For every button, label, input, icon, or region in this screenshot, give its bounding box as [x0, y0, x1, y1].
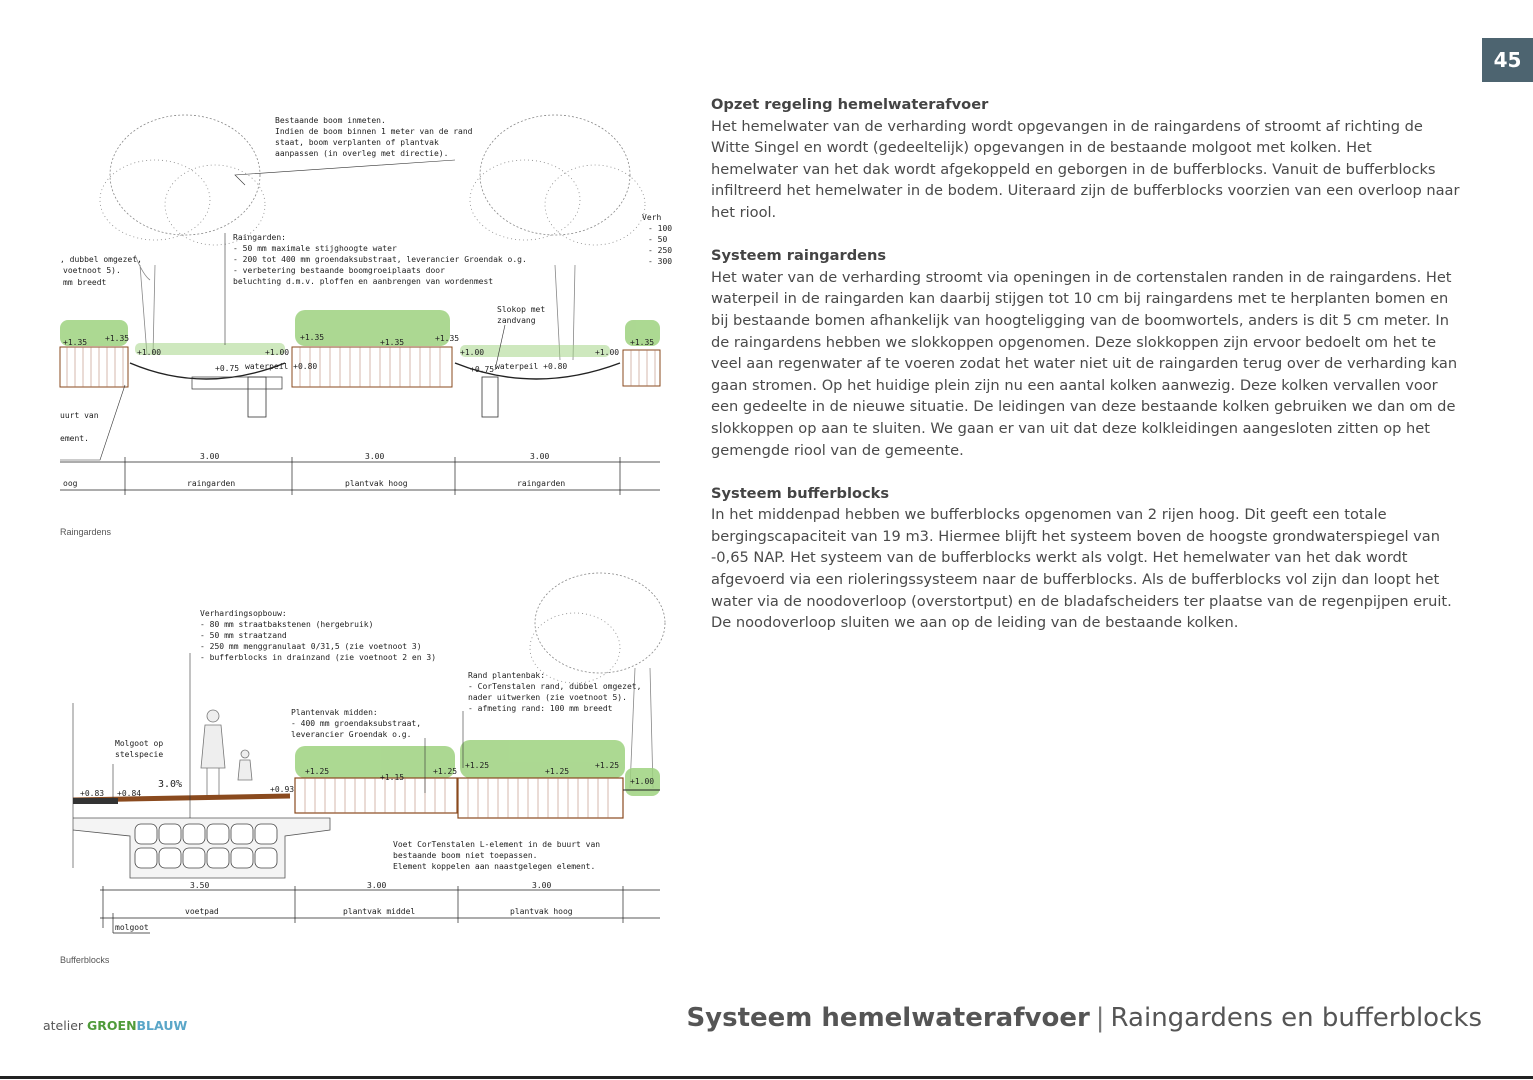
- zone-label: voetpad: [185, 907, 219, 916]
- voet-note-line1: Voet CorTenstalen L-element in de buurt van: [393, 840, 601, 849]
- plantenvak-note-line2: - 400 mm groendaksubstraat,: [291, 719, 422, 728]
- raingarden-note-line3: - 200 tot 400 mm groendaksubstraat, leverancier Groendak o.g.: [233, 255, 527, 264]
- body-text-column: [711, 94, 1461, 655]
- person-figures-icon: [201, 710, 252, 796]
- level-marker: +1.00: [595, 348, 620, 357]
- level-marker: +1.25: [433, 767, 458, 776]
- zone-label: plantvak hoog: [510, 907, 573, 916]
- footer-title-strong: Systeem hemelwaterafvoer: [686, 1003, 1090, 1033]
- section-body-raingardens: Het water van de verharding stroomt via openingen in de cortenstalen randen in de raingardens. Het waterpeil in de raingarden kan daarbij stijgen tot 10 cm bij raingardens met te herplanten bomen en bij bestaande bomen afhankelijk van hoogteligging van de boomwortels, anders is dit 5 cm meter. In de raingardens hebben we slokkoppen opgenomen. Deze slokkoppen zijn ervoor bedoelt om het te veel aan regenwater af te voeren zodat het water niet uit de raingarden terug over de verharding kan gaan stromen. Op het huidige plein zijn nu een aantal kolken aanwezig. Deze kolken vervallen voor een gedeelte in de nieuwe situatie. De leidingen van deze bestaande kolken gebruiken we dan om de slokkoppen op aan te sluiten. We gaan er van uit dat deze kolkleidingen aangesloten zitten op het gemengde riool van de gemeente.: [711, 268, 1458, 459]
- section-heading-bufferblocks: Systeem bufferblocks: [711, 484, 890, 502]
- bottom-rule: [0, 1076, 1533, 1079]
- level-marker: +1.35: [63, 338, 88, 347]
- zone-label: plantvak hoog: [345, 479, 408, 488]
- section-heading-opzet: Opzet regeling hemelwaterafvoer: [711, 96, 989, 113]
- level-marker: +1.35: [105, 334, 130, 343]
- rand-note-line3: nader uitwerken (zie voetnoot 5).: [468, 693, 627, 702]
- level-marker: +1.25: [545, 767, 570, 776]
- level-marker: +1.35: [380, 338, 405, 347]
- slokop-note-line2: zandvang: [497, 316, 536, 325]
- footer-separator: |: [1095, 1003, 1105, 1033]
- bufferblocks-caption: Bufferblocks: [60, 955, 110, 965]
- molgoot-note-line2: stelspecie: [115, 750, 164, 759]
- level-marker: +0.75: [215, 364, 240, 373]
- dimension-label: 3.00: [530, 452, 550, 461]
- verharding-note-line1: Verhardingsopbouw:: [200, 609, 287, 618]
- footer-title-rest: Raingardens en bufferblocks: [1110, 1003, 1482, 1033]
- level-marker: +0.75: [470, 365, 495, 374]
- level-marker: +1.00: [460, 348, 485, 357]
- level-marker: +1.25: [465, 761, 490, 770]
- voet-note-line3: Element koppelen aan naastgelegen element.: [393, 862, 596, 871]
- raingarden-note-line4: - verbetering bestaande boomgroeiplaats door: [233, 266, 445, 275]
- molgoot-label: molgoot: [115, 923, 149, 932]
- tree-note-line2: Indien de boom binnen 1 meter van de rand: [275, 127, 473, 136]
- level-marker: +1.25: [595, 761, 620, 770]
- bufferblocks-section-drawing: [55, 568, 665, 948]
- level-marker: +0.93: [270, 785, 295, 794]
- level-marker: +1.25: [305, 767, 330, 776]
- left-note-line2: voetnoot 5).: [63, 266, 121, 275]
- verharding-note-line5: - bufferblocks in drainzand (zie voetnoot 2 en 3): [200, 653, 437, 662]
- zone-label: oog: [63, 479, 78, 488]
- dimension-label: 3.00: [367, 881, 387, 890]
- raingarden-note-line5: beluchting d.m.v. ploffen en aanbrengen van wordenmest: [233, 277, 494, 286]
- raingarden-note-line1: Raingarden:: [233, 233, 286, 242]
- bottom-note-line1: uurt van: [60, 411, 99, 420]
- page-number-badge: 45: [1482, 38, 1533, 82]
- plantenvak-note-line3: leverancier Groendak o.g.: [291, 730, 412, 739]
- dimension-label: 3.00: [532, 881, 552, 890]
- right-note-line3: - 50: [648, 235, 668, 244]
- dimension-label: 3.00: [365, 452, 385, 461]
- waterlevel-marker: waterpeil +0.80: [495, 362, 568, 371]
- bottom-note-line2: ement.: [60, 434, 89, 443]
- level-marker: +1.15: [380, 773, 405, 782]
- verharding-note-line3: - 50 mm straatzand: [200, 631, 287, 640]
- dimension-label: 3.50: [190, 881, 210, 890]
- voet-note-line2: bestaande boom niet toepassen.: [393, 851, 538, 860]
- zone-label: raingarden: [517, 479, 566, 488]
- verharding-note-line4: - 250 mm menggranulaat 0/31,5 (zie voetnoot 3): [200, 642, 422, 651]
- brand-blue: BLAUW: [136, 1018, 188, 1033]
- tree-note-line3: staat, boom verplanten of plantvak: [275, 138, 439, 147]
- level-marker: +0.84: [117, 789, 142, 798]
- raingardens-caption: Raingardens: [60, 527, 112, 537]
- brand-prefix: atelier: [43, 1018, 84, 1033]
- level-marker: +1.00: [630, 777, 655, 786]
- planter-boxes: [295, 778, 623, 818]
- plantenvak-note-line1: Plantenvak midden:: [291, 708, 378, 717]
- right-note-line4: - 250: [648, 246, 673, 255]
- level-marker: +1.00: [265, 348, 290, 357]
- right-note-line2: - 100: [648, 224, 673, 233]
- section-body-bufferblocks: In het middenpad hebben we bufferblocks opgenomen van 2 rijen hoog. Dit geeft een totale bergingscapaciteit van 19 m3. Hiermee blijft het systeem boven de hoogste grondwaterspiegel van -0,65 NAP. Het systeem van de bufferblocks werkt als volgt. Het hemelwater van het dak wordt afgevoerd via een rioleringssysteem naar de bufferblocks. Als de bufferblocks vol zijn dan loopt het water via de noodoverloop (overstortput) en de bladafscheiders ter plaatse van de regenpijpen eruit. De noodoverloop sluiten we aan op de leiding van de bestaande kolken.: [711, 506, 1452, 632]
- rand-note-line4: - afmeting rand: 100 mm breedt: [468, 704, 613, 713]
- page-footer-title: [686, 1003, 1482, 1033]
- rand-note-line1: Rand plantenbak:: [468, 671, 546, 680]
- verharding-note-line2: - 80 mm straatbakstenen (hergebruik): [200, 620, 374, 629]
- waterlevel-marker: waterpeil +0.80: [245, 362, 318, 371]
- left-note-line3: mm breedt: [63, 278, 107, 287]
- level-marker: +1.35: [630, 338, 655, 347]
- tree-note-line4: aanpassen (in overleg met directie).: [275, 149, 449, 158]
- slokop-note-line1: Slokop met: [497, 305, 546, 314]
- right-note-line5: - 300: [648, 257, 673, 266]
- rand-note-line2: - CorTenstalen rand, dubbel omgezet,: [468, 682, 642, 691]
- raingardens-section-drawing: [55, 105, 673, 505]
- level-marker: +1.35: [300, 333, 325, 342]
- level-marker: +1.35: [435, 334, 460, 343]
- level-marker: +1.00: [137, 348, 162, 357]
- raingarden-note-line2: - 50 mm maximale stijghoogte water: [233, 244, 397, 253]
- dimension-label: 3.00: [200, 452, 220, 461]
- brand-green: GROEN: [87, 1018, 137, 1033]
- level-marker: +0.83: [80, 789, 105, 798]
- tree-note-line1: Bestaande boom inmeten.: [275, 116, 386, 125]
- section-heading-raingardens: Systeem raingardens: [711, 247, 887, 265]
- left-note-line1: , dubbel omgezet,: [60, 255, 142, 264]
- slope-label: 3.0%: [158, 779, 183, 790]
- zone-label: plantvak middel: [343, 907, 416, 916]
- zone-label: raingarden: [187, 479, 236, 488]
- molgoot-note-line1: Molgoot op: [115, 739, 164, 748]
- section-body-opzet: Het hemelwater van de verharding wordt opgevangen in de raingardens of stroomt af richting de Witte Singel en wordt (gedeeltelijk) opgevangen in de bestaande molgoot met kolken. Het hemelwater van het dak wordt afgekoppeld en geborgen in de bufferblocks. Vanuit de bufferblocks infiltreerd het hemelwater in de bodem. Uiteraard zijn de bufferblocks voorzien van een overloop naar het riool.: [711, 117, 1460, 221]
- brand-logo: [43, 1018, 187, 1033]
- right-note-line1: Verh: [642, 213, 662, 222]
